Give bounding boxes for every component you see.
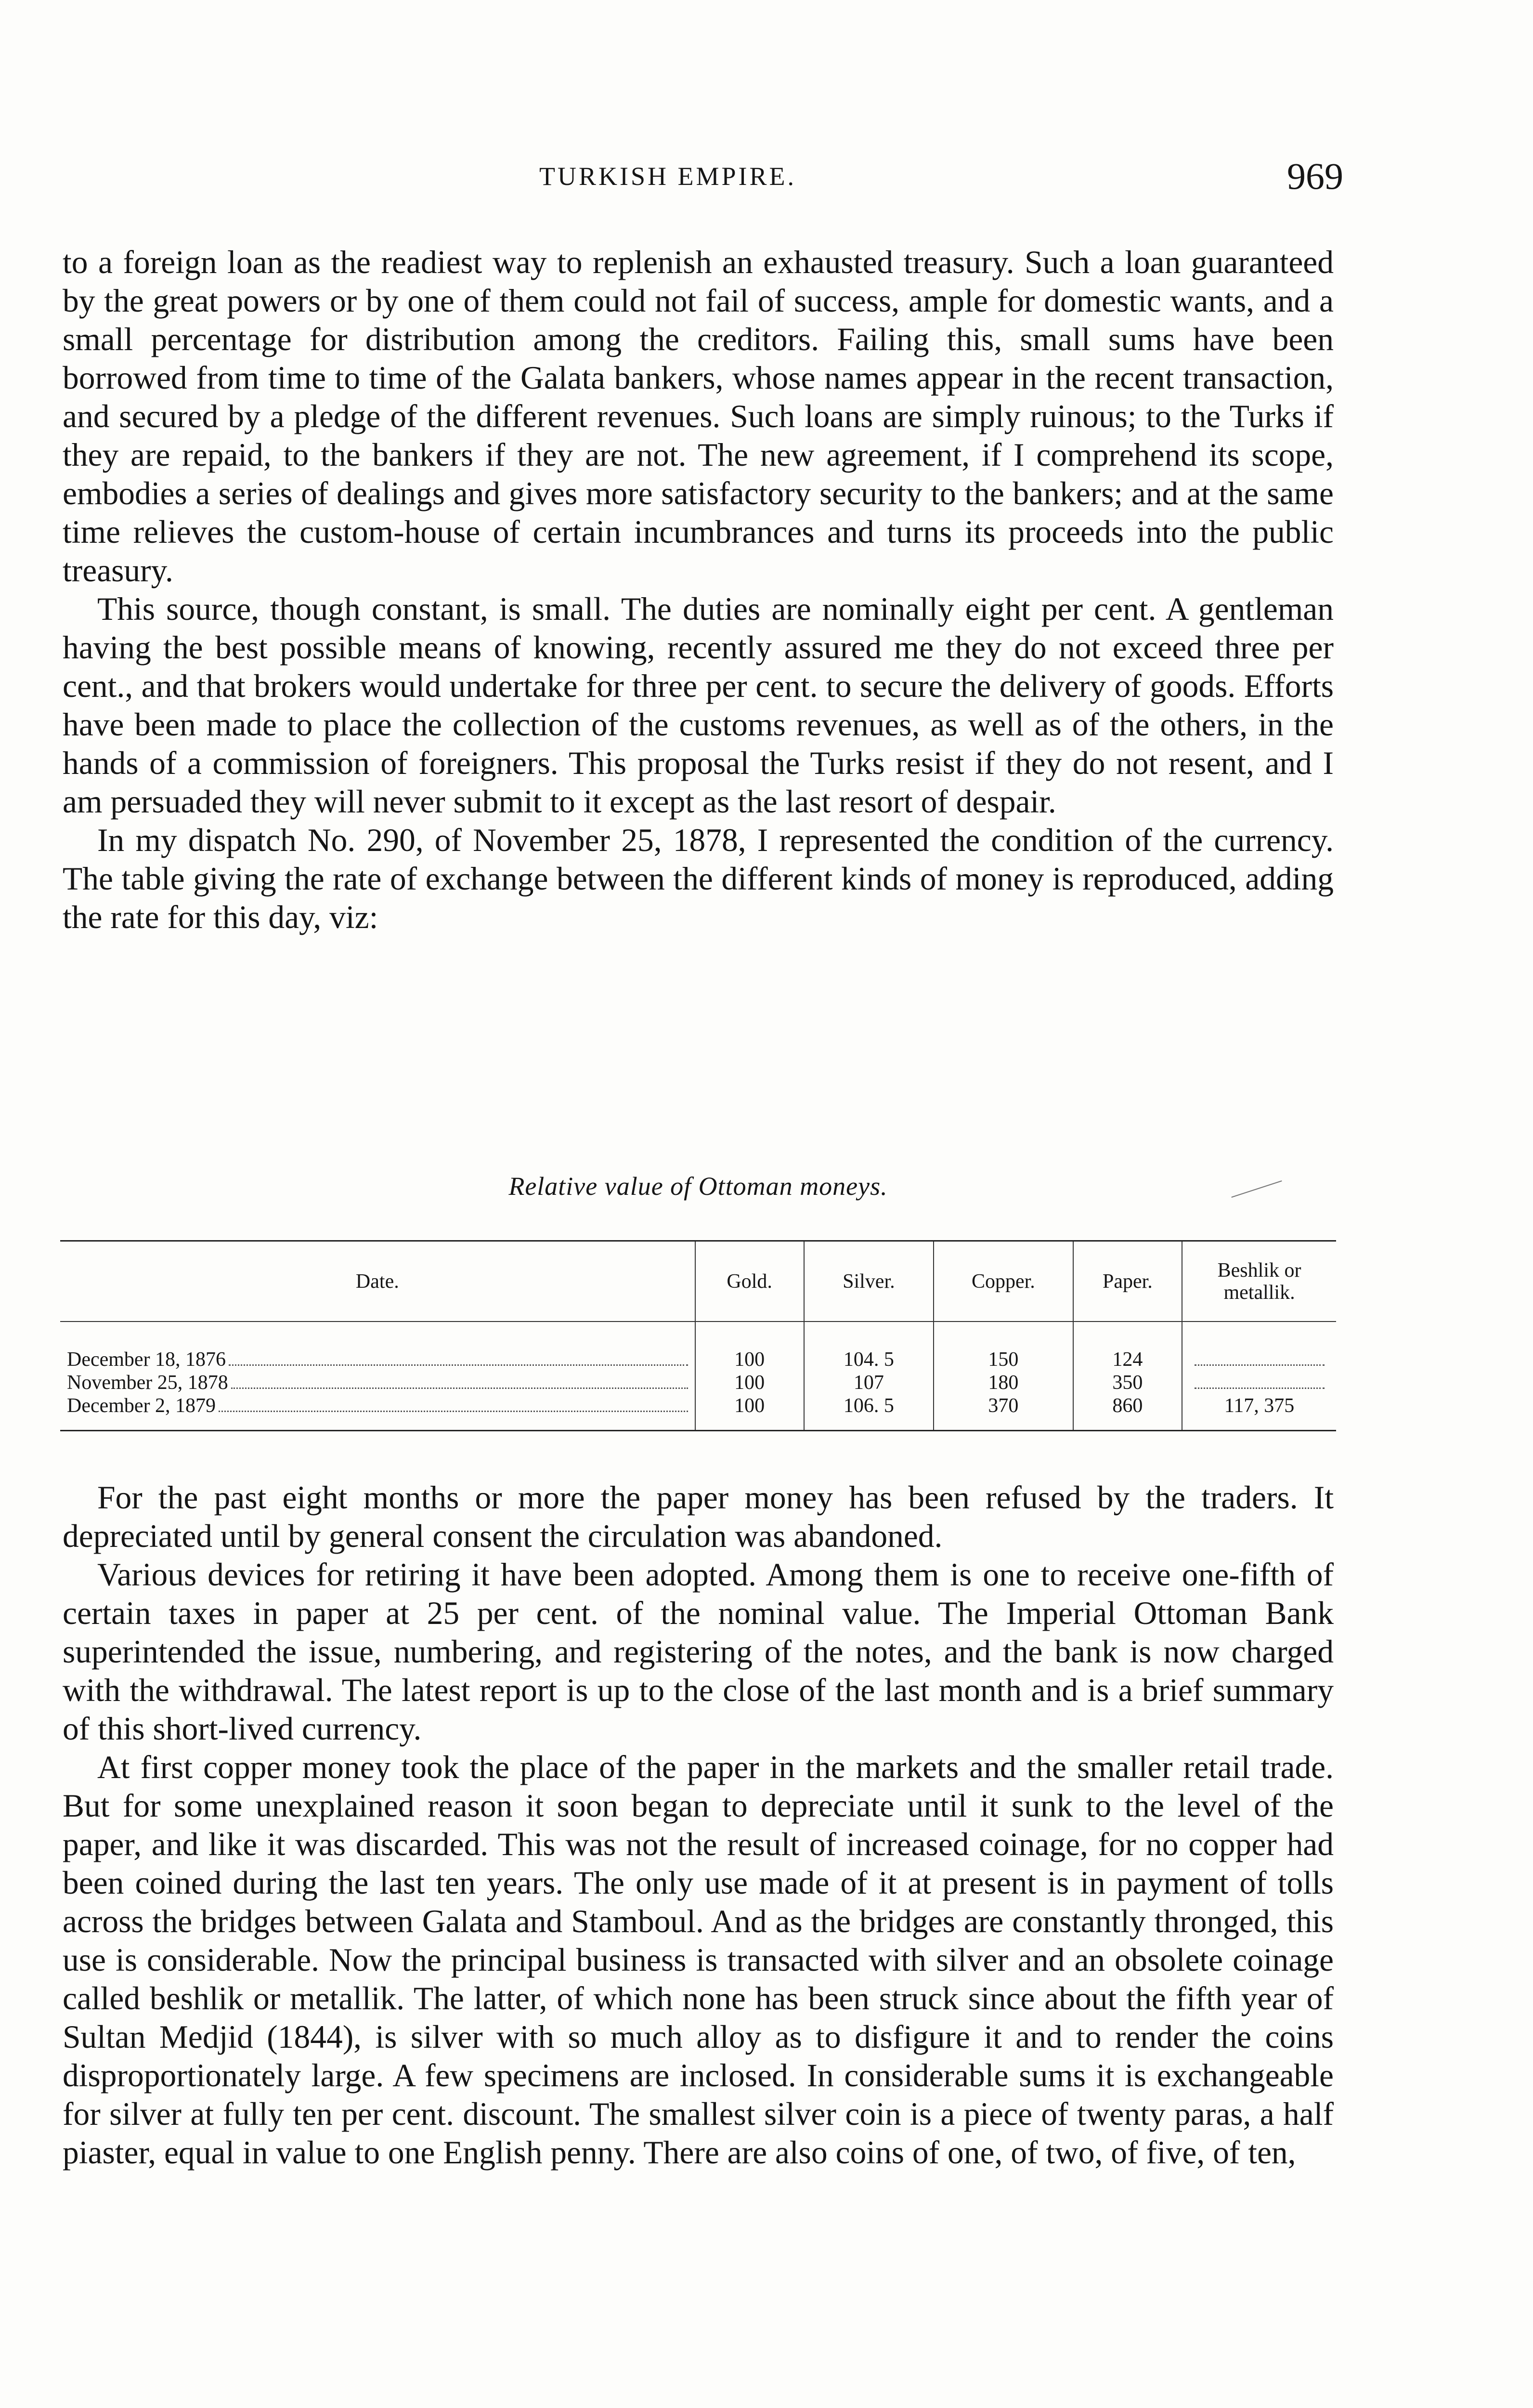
beshlik-cell: [1182, 1322, 1336, 1371]
paragraph: At first copper money took the place of the paper in the markets and the smaller retail trade. But for some unexplained reason it soon began to depreciate until it sunk to the level of the paper, and like it was discarded. This was not the result of increased coinage, for no copper had been coined during the last ten years. The only use made of it at present is in payment of tolls across the bridges between Galata and Stamboul. And as the bridges are constantly thronged, this use is considerable. Now the principal business is transacted with silver and an obsolete coinage called beshlik or metallik. The latter, of which none has been struck since about the fifth year of Sultan Medjid (1844), is silver with so much alloy as to disfigure it and to render the coins disproportionately large. A few specimens are inclosed. In considerable sums it is exchangeable for silver at fully ten per cent. discount. The smallest silver coin is a piece of twenty paras, a half piaster, equal in value to one English penny. There are also coins of one, of two, of five, of ten,: [63, 1749, 1334, 2171]
date-cell: December 18, 1876: [60, 1322, 695, 1371]
column-header-date: Date.: [60, 1241, 695, 1322]
paper-cell: 860: [1073, 1394, 1182, 1431]
beshlik-cell: [1182, 1371, 1336, 1394]
page-number: 969: [1287, 155, 1343, 197]
body-text-upper: [63, 243, 1334, 937]
date-cell: November 25, 1878: [60, 1371, 695, 1394]
gold-cell: 100: [695, 1322, 804, 1371]
date-cell: December 2, 1879: [60, 1394, 695, 1431]
paper-cell: 124: [1073, 1322, 1182, 1371]
gold-cell: 100: [695, 1394, 804, 1431]
silver-cell: 104. 5: [804, 1322, 934, 1371]
gold-cell: 100: [695, 1371, 804, 1394]
page-header: [63, 155, 1343, 205]
table-row: [60, 1322, 1336, 1371]
column-header-gold: Gold.: [695, 1241, 804, 1322]
paragraph: to a foreign loan as the readiest way to replenish an exhausted treasury. Such a loan guaranteed by the great powers or by one of them could not fail of success, ample for domestic wants, and a small percentage for distribution among the creditors. Failing this, small sums have been borrowed from time to time of the Galata bankers, whose names appear in the recent transaction, and secured by a pledge of the different revenues. Such loans are simply ruinous; to the Turks if they are repaid, to the bankers if they are not. The new agreement, if I comprehend its scope, embodies a series of dealings and gives more satisfactory security to the bankers; and at the same time relieves the custom-house of certain incumbrances and turns its proceeds into the public treasury.: [63, 244, 1334, 589]
paragraph: This source, though constant, is small. The duties are nominally eight per cent. A gentleman having the best possible means of knowing, recently assured me they do not exceed three per cent., and that brokers would undertake for three per cent. to secure the delivery of goods. Efforts have been made to place the collection of the customs revenues, as well as of the others, in the hands of a commission of foreigners. This proposal the Turks resist if they do not resent, and I am persuaded they will never submit to it except as the last resort of despair.: [63, 591, 1334, 820]
table-row: [60, 1394, 1336, 1431]
column-header-paper: Paper.: [1073, 1241, 1182, 1322]
paper-cell: 350: [1073, 1371, 1182, 1394]
beshlik-cell: 117, 375: [1182, 1394, 1336, 1431]
running-head: TURKISH EMPIRE.: [539, 162, 797, 191]
column-header-copper: Copper.: [934, 1241, 1073, 1322]
column-header-silver: Silver.: [804, 1241, 934, 1322]
copper-cell: 180: [934, 1371, 1073, 1394]
table-caption: Relative value of Ottoman moneys.: [508, 1172, 888, 1201]
column-header-beshlik: Beshlik or metallik.: [1182, 1241, 1336, 1322]
paragraph: Various devices for retiring it have been adopted. Among them is one to receive one-fifth of certain taxes in paper at 25 per cent. of the nominal value. The Imperial Ottoman Bank superintended the issue, numbering, and registering of the notes, and the bank is now charged with the withdrawal. The latest report is up to the close of the last month and is a brief summary of this short-lived currency.: [63, 1557, 1334, 1747]
table-header-row: [60, 1241, 1336, 1322]
copper-cell: 370: [934, 1394, 1073, 1431]
silver-cell: 107: [804, 1371, 934, 1394]
copper-cell: 150: [934, 1322, 1073, 1371]
paragraph: In my dispatch No. 290, of November 25, 1878, I represented the condition of the currency. The table giving the rate of exchange between the different kinds of money is reproduced, adding the rate for this day, viz:: [63, 822, 1334, 935]
body-text-lower: [63, 1479, 1334, 2172]
paragraph: For the past eight months or more the paper money has been refused by the traders. It depreciated until by general consent the circulation was abandoned.: [63, 1479, 1334, 1554]
table-row: [60, 1371, 1336, 1394]
money-table: [60, 1240, 1336, 1431]
silver-cell: 106. 5: [804, 1394, 934, 1431]
